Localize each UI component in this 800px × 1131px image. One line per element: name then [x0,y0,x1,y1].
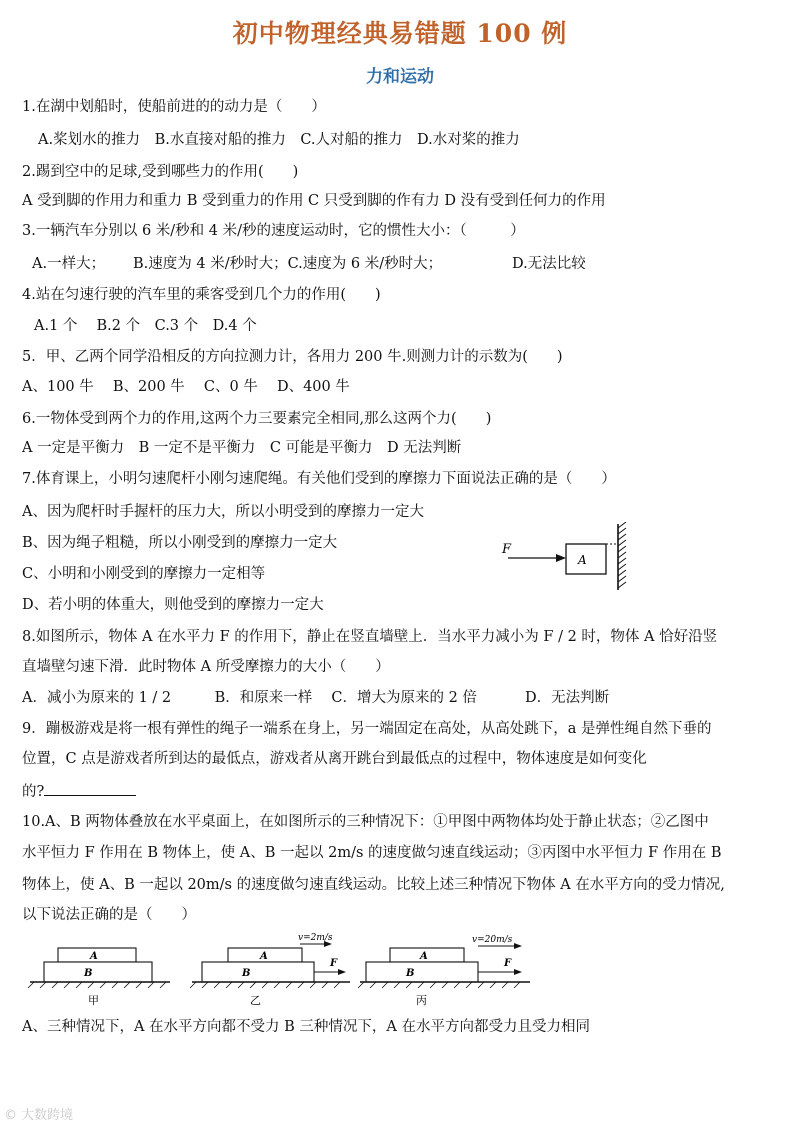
block-b [202,962,314,982]
section-title: 力和运动 [366,67,434,87]
block-a-label: A [260,951,268,962]
question-8-line-1: 8.如图所示，物体 A 在水平力 F 的作用下，静止在竖直墙壁上．当水平力减小为 F / 2 时，物体 A 恰好沿竖 [22,629,718,645]
ground-hatching [28,982,166,988]
question-5: 5．甲、乙两个同学沿相反的方向拉测力计，各用力 200 牛.则测力计的示数为( ) [22,349,563,365]
question-3: 3.一辆汽车分别以 6 米/秒和 4 米/秒的速度运动时，它的惯性大小：（ ） [22,223,525,239]
ground-hatching [190,982,340,988]
question-10-line-3: 物体上，使 A、B 一起以 20m/s 的速度做匀速直线运动。比较上述三种情况下物体 A 在水平方向的受力情况, [22,877,725,893]
block-a-label: A [90,951,98,962]
question-6-options: A 一定是平衡力 B 一定不是平衡力 C 可能是平衡力 D 无法判断 [22,440,462,456]
caption-jia: 甲 [88,994,99,1007]
speed-label: v=2m/s [298,933,333,943]
question-3-option-bc: B.速度为 4 米/秒时大；C.速度为 6 米/秒时大； [133,256,443,272]
question-7-option-b: B、因为绳子粗糙，所以小刚受到的摩擦力一定大 [22,535,338,551]
block-b [44,962,152,982]
question-2: 2.踢到空中的足球,受到哪些力的作用( ) [22,164,299,180]
question-7-option-a: A、因为爬杆时手握杆的压力大，所以小明受到的摩擦力一定大 [22,504,424,520]
question-4-options: A.1 个 B.2 个 C.3 个 D.4 个 [34,318,257,334]
question-8-line-2: 直墙壁匀速下滑．此时物体 A 所受摩擦力的大小（ ） [22,659,390,675]
block-a-label: A [420,951,428,962]
question-10-line-1: 10.A、B 两物体叠放在水平桌面上，在如图所示的三种情况下：①甲图中两物体均处于静止状态；②乙图中 [22,814,709,830]
figure-bing [358,935,530,1007]
question-7: 7.体育课上，小明匀速爬杆小刚匀速爬绳。有关他们受到的摩擦力下面说法正确的是（ ） [22,471,616,487]
question-9-line-3: 的? [22,781,136,801]
wall-hatching [618,522,626,588]
question-6: 6.一物体受到两个力的作用,这两个力三要素完全相同,那么这两个力( ) [22,411,492,427]
question-3-option-a: A.一样大； [32,256,106,272]
force-label: F [504,958,512,969]
block-b-label: B [242,968,251,979]
answer-blank [44,781,136,796]
force-label: F [330,958,338,969]
question-9-line-1: 9．蹦极游戏是将一根有弹性的绳子一端系在身上，另一端固定在高处，从高处跳下，a 是弹性绳自然下垂的 [22,721,712,737]
question-10-option-ab: A、三种情况下，A 在水平方向都不受力 B 三种情况下，A 在水平方向都受力且受力相同 [22,1019,591,1035]
page-title: 初中物理经典易错题 100 例 [232,19,568,48]
watermark-icon: © [4,1108,17,1123]
ground-hatching [358,982,520,988]
question-7-option-c: C、小明和小刚受到的摩擦力一定相等 [22,566,266,582]
question-3-option-d: D.无法比较 [512,256,586,272]
stacked-blocks-figure [20,930,550,1014]
force-arrowhead [556,554,566,562]
block-b-label: B [406,968,415,979]
question-5-options: A、100 牛 B、200 牛 C、0 牛 D、400 牛 [22,379,350,395]
figure-yi [190,933,350,1007]
question-2-options: A 受到脚的作用力和重力 B 受到重力的作用 C 只受到脚的作有力 D 没有受到任何力的作用 [22,193,606,209]
caption-bing: 丙 [416,994,427,1007]
force-arrowhead [338,969,346,975]
speed-label: v=20m/s [472,935,513,945]
velocity-arrowhead [514,943,522,949]
question-10-line-2: 水平恒力 F 作用在 B 物体上，使 A、B 一起以 2m/s 的速度做匀速直线运动；③丙图中水平恒力 F 作用在 B [22,845,722,861]
question-7-option-d: D、若小明的体重大，则他受到的摩擦力一定大 [22,597,324,613]
question-9-line-2: 位置，C 点是游戏者所到达的最低点，游戏者从离开跳台到最低点的过程中，物体速度是如何变化 [22,751,647,767]
question-10-line-4: 以下说法正确的是（ ） [22,907,196,923]
force-label: F [502,542,512,557]
block-b-label: B [84,968,93,979]
watermark: © 大数跨境 [4,1108,74,1123]
question-1: 1.在湖中划船时，使船前进的的动力是（ ） [22,99,326,115]
figure-jia [28,948,170,1007]
question-4: 4.站在匀速行驶的汽车里的乘客受到几个力的作用( ) [22,287,381,303]
force-arrowhead [514,969,522,975]
question-8-options: A．减小为原来的 1 / 2 B．和原来一样 C．增大为原来的 2 倍 D．无法判断 [22,690,610,706]
block-b [366,962,478,982]
block-a-label: A [578,553,587,567]
caption-yi: 乙 [250,994,261,1007]
wall-block-figure [496,522,632,594]
question-1-options: A.桨划水的推力 B.水直接对船的推力 C.人对船的推力 D.水对桨的推力 [38,132,520,148]
